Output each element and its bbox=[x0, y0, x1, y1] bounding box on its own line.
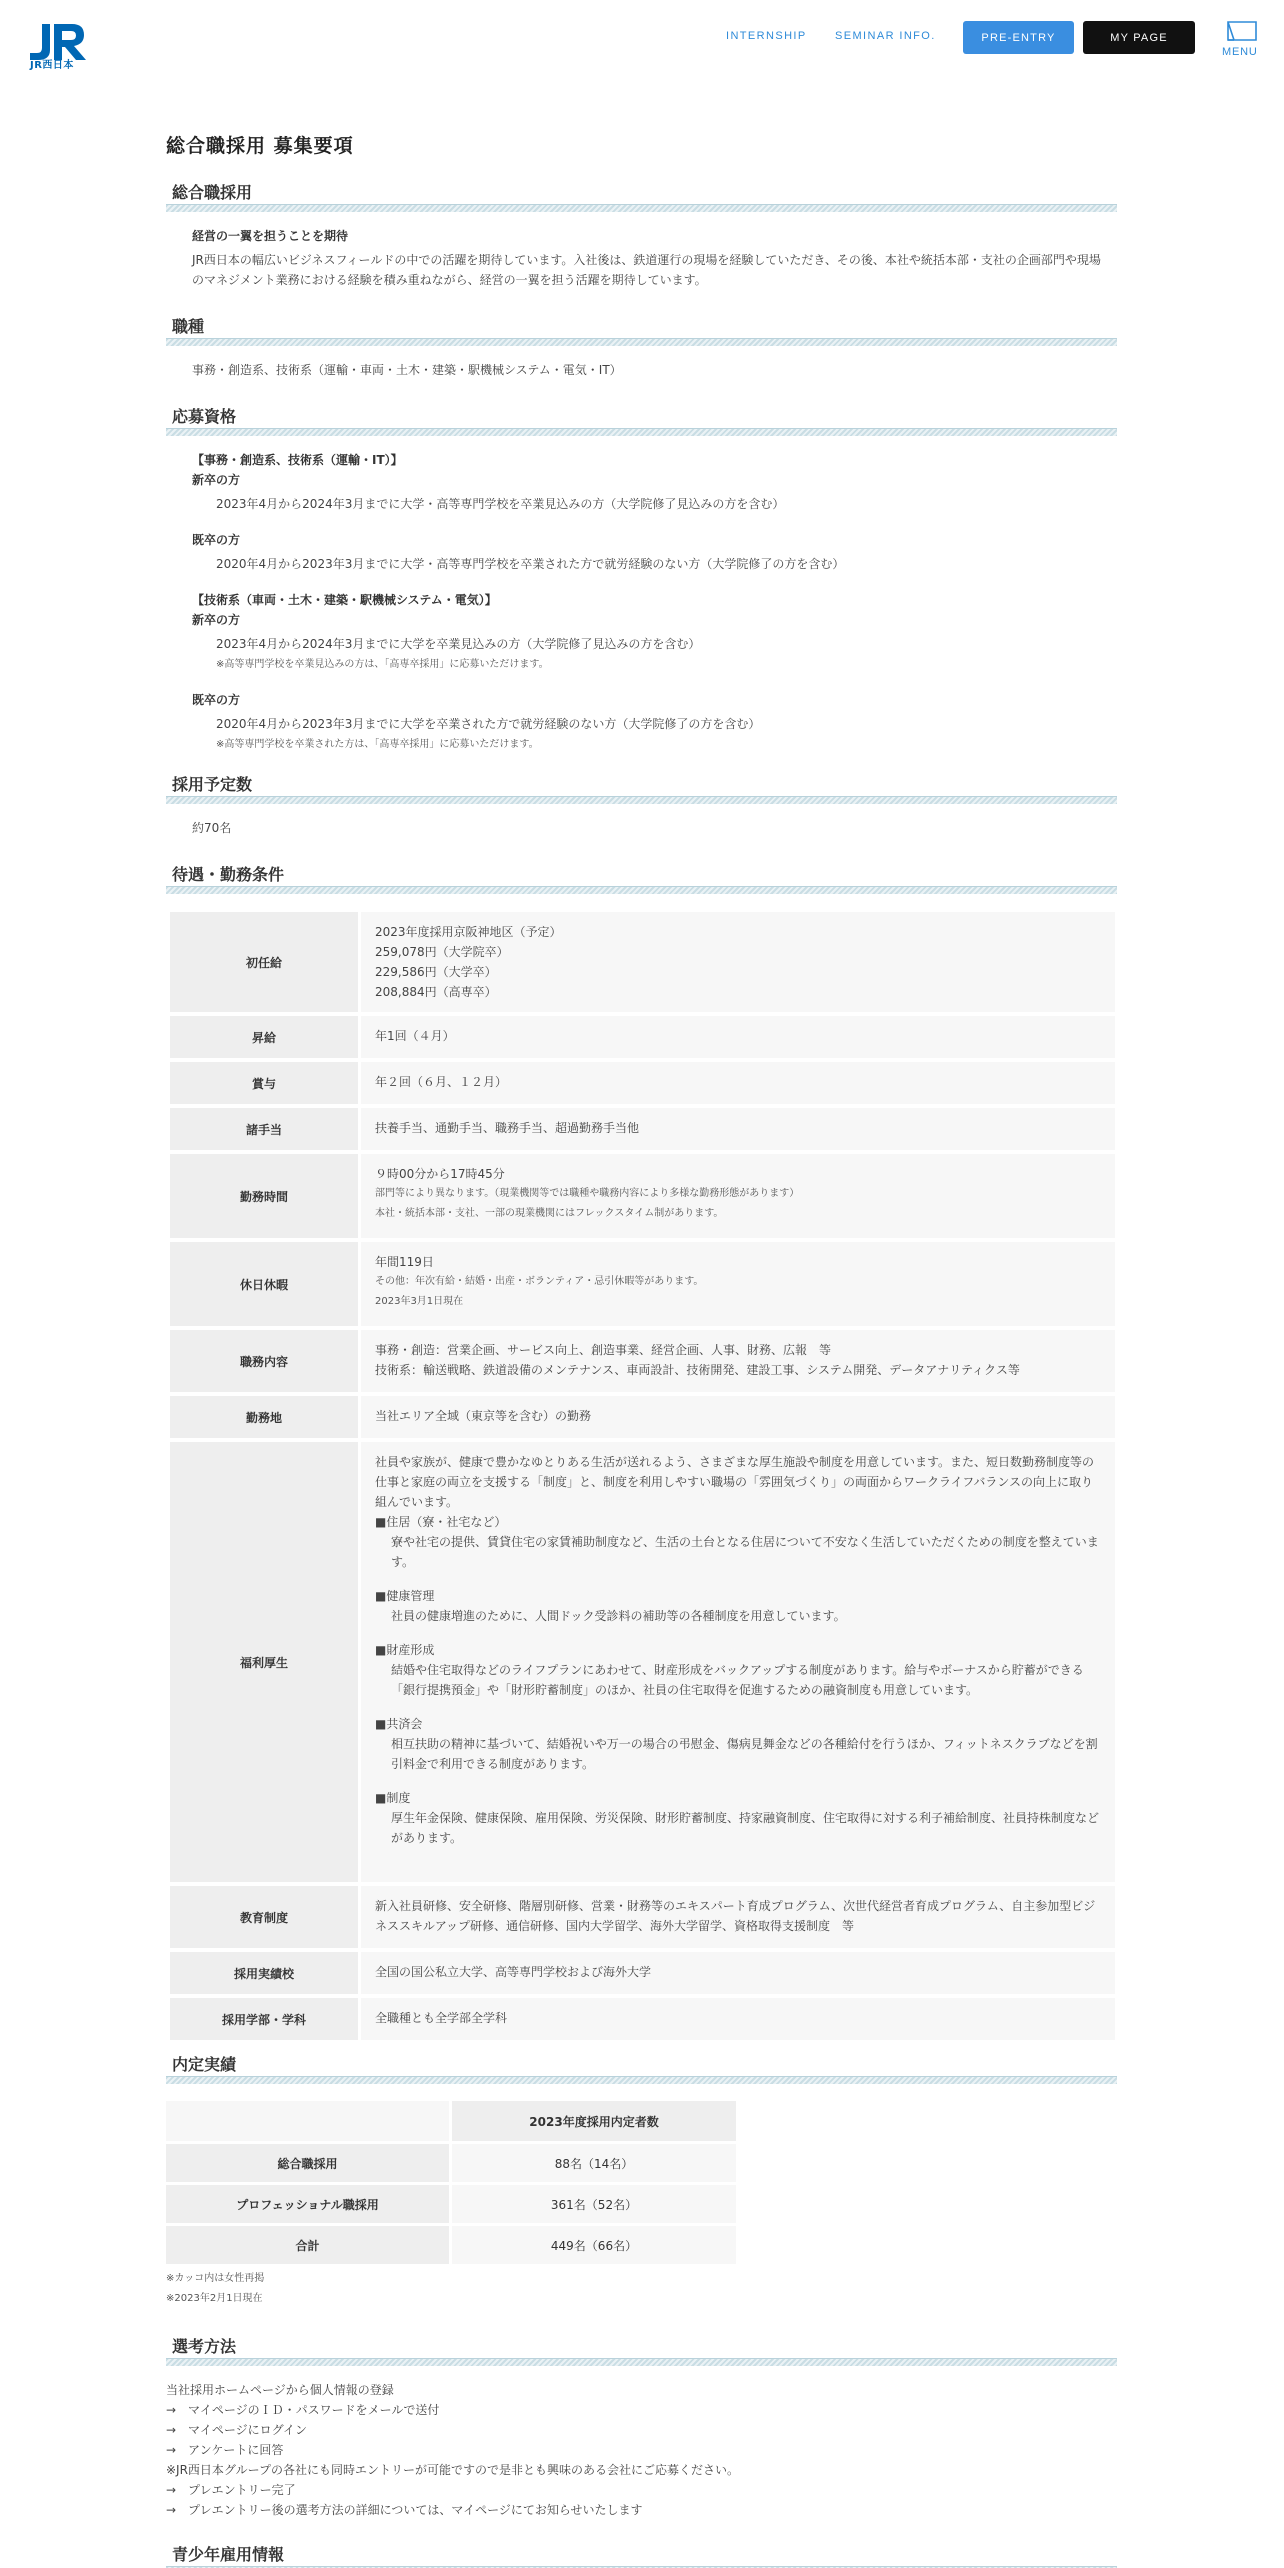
row-value bbox=[361, 1886, 1115, 1948]
table-row bbox=[170, 1998, 1115, 2040]
qualification-text: 2020年4月から2023年3月までに大学を卒業された方で就労経験のない方（大学院修了の方を含む） bbox=[216, 717, 761, 731]
row-value bbox=[361, 1242, 1115, 1326]
row-header: 諸手当 bbox=[170, 1108, 358, 1150]
cell-line: 年２回（６月、１２月） bbox=[375, 1075, 508, 1089]
row-header: 教育制度 bbox=[170, 1886, 358, 1948]
row-value bbox=[361, 1062, 1115, 1104]
cell-line: 結婚や住宅取得などのライフプランにあわせて、財産形成をバックアップする制度があります。給与やボーナスから貯蓄ができる bbox=[391, 1663, 1084, 1677]
cell-line: 事務・創造：営業企画、サービス向上、創造事業、経営企画、人事、財務、広報 等 bbox=[375, 1343, 832, 1357]
selection-note: ※JR西日本グループの各社にも同時エントリーが可能ですので是非とも興味のある会社にご応募ください。 bbox=[166, 2463, 739, 2477]
cell-line: 厚生年金保険、健康保険、雇用保険、労災保険、財形貯蓄制度、持家融資制度、住宅取得に対する利子補給制度、社員持株制度など bbox=[391, 1811, 1100, 1825]
row-header: 賞与 bbox=[170, 1062, 358, 1104]
section-heading-youth-employment bbox=[166, 2542, 1117, 2568]
table-row bbox=[170, 912, 1115, 1012]
section-body-line: JR西日本の幅広いビジネスフィールドの中での活躍を期待しています。入社後は、鉄道運行の現場を経験していただき、その後、本社や統括本部・支社の企画部門や現場 bbox=[192, 253, 1101, 267]
qualification-subtitle: 新卒の方 bbox=[192, 613, 241, 627]
section-body-line: のマネジメント業務における経験を積み重ねながら、経営の一翼を担う活躍を期待しています。 bbox=[192, 273, 707, 287]
my-page-button[interactable]: MY PAGE bbox=[1083, 21, 1195, 54]
section-underline bbox=[166, 428, 1117, 436]
table-corner-cell bbox=[166, 2101, 449, 2141]
table-row bbox=[170, 1330, 1115, 1392]
section-title: 応募資格 bbox=[172, 407, 237, 426]
row-header: 総合職採用 bbox=[166, 2144, 449, 2182]
cell-line: 社員の健康増進のために、人間ドック受診料の補助等の各種制度を用意しています。 bbox=[391, 1609, 846, 1623]
pre-entry-button[interactable]: PRE-ENTRY bbox=[963, 21, 1074, 54]
selection-step: → アンケートに回答 bbox=[166, 2443, 284, 2457]
cell-line: 技術系：輸送戦略、鉄道設備のメンテナンス、車両設計、技術開発、建設工事、システム開発、データアナリティクス等 bbox=[375, 1363, 1020, 1377]
cell-subheading: ■健康管理 bbox=[375, 1589, 435, 1603]
cell-line: 208,884円（高専卒） bbox=[375, 985, 497, 999]
cell-note: 2023年3月1日現在 bbox=[375, 1296, 464, 1307]
selection-step: 当社採用ホームページから個人情報の登録 bbox=[166, 2383, 394, 2397]
row-header: 勤務時間 bbox=[170, 1154, 358, 1238]
row-header: プロフェッショナル職採用 bbox=[166, 2185, 449, 2223]
row-header: 採用実績校 bbox=[170, 1952, 358, 1994]
section-title: 内定実績 bbox=[172, 2055, 237, 2074]
cell-line: 「銀行提携預金」や「財形貯蓄制度」のほか、社員の住宅取得を促進するための融資制度も用意しています。 bbox=[391, 1683, 979, 1697]
qualification-group-title: 【技術系（車両・土木・建築・駅機械システム・電気）】 bbox=[192, 593, 497, 607]
cell-line: 新入社員研修、安全研修、階層別研修、営業・財務等のエキスパート育成プログラム、次世代経営者育成プログラム、自主参加型ビジ bbox=[375, 1899, 1096, 1913]
table-row bbox=[170, 1062, 1115, 1104]
cell-spacer bbox=[375, 1700, 1101, 1714]
section-underline bbox=[166, 338, 1117, 346]
row-value bbox=[361, 1016, 1115, 1058]
row-value bbox=[361, 1998, 1115, 2040]
row-value: 361名（52名） bbox=[452, 2185, 736, 2223]
menu-label[interactable]: MENU bbox=[1222, 46, 1258, 58]
row-value: 449名（66名） bbox=[452, 2226, 736, 2264]
qualification-group-title: 【事務・創造系、技術系（運輸・IT）】 bbox=[192, 453, 403, 467]
row-header: 福利厚生 bbox=[170, 1442, 358, 1882]
row-value bbox=[361, 1952, 1115, 1994]
section-underline bbox=[166, 886, 1117, 894]
section-heading-planned-hires bbox=[166, 772, 1117, 798]
section-title: 総合職採用 bbox=[172, 183, 253, 202]
row-header: 職務内容 bbox=[170, 1330, 358, 1392]
selection-step: → プレエントリー完了 bbox=[166, 2483, 296, 2497]
nav-seminar-link[interactable]: SEMINAR INFO. bbox=[835, 30, 936, 42]
qualification-note: ※高等専門学校を卒業見込みの方は、「高専卒採用」に応募いただけます。 bbox=[216, 659, 549, 670]
cell-line: 当社エリア全域（東京等を含む）の勤務 bbox=[375, 1409, 592, 1423]
section-title: 青少年雇用情報 bbox=[172, 2545, 285, 2564]
table-row bbox=[170, 1108, 1115, 1150]
section-underline bbox=[166, 796, 1117, 804]
cell-spacer bbox=[375, 1774, 1101, 1788]
row-header: 合計 bbox=[166, 2226, 449, 2264]
section-heading-selection bbox=[166, 2334, 1117, 2360]
column-header: 2023年度採用内定者数 bbox=[452, 2101, 736, 2141]
cell-line: 259,078円（大学院卒） bbox=[375, 945, 509, 959]
job-type-text: 事務・創造系、技術系（運輸・車両・土木・建築・駅機械システム・電気・IT） bbox=[192, 363, 622, 377]
section-underline bbox=[166, 204, 1117, 212]
section-heading-general bbox=[166, 180, 1117, 206]
qualification-subtitle: 既卒の方 bbox=[192, 533, 241, 547]
cell-line: 年間119日 bbox=[375, 1255, 434, 1269]
section-title: 採用予定数 bbox=[172, 775, 253, 794]
cell-note: 本社・統括本部・支社、一部の現業機関にはフレックスタイム制があります。 bbox=[375, 1208, 724, 1219]
table-row bbox=[170, 1886, 1115, 1948]
cell-line: 扶養手当、通勤手当、職務手当、超過勤務手当他 bbox=[375, 1121, 640, 1135]
cell-line: 引料金で利用できる制度があります。 bbox=[391, 1757, 595, 1771]
section-underline bbox=[166, 2358, 1117, 2366]
table-row bbox=[170, 1952, 1115, 1994]
row-header: 休日休暇 bbox=[170, 1242, 358, 1326]
cell-line: があります。 bbox=[391, 1831, 463, 1845]
cell-line: ９時00分から17時45分 bbox=[375, 1167, 505, 1181]
planned-hires-text: 約70名 bbox=[192, 821, 232, 835]
row-header: 採用学部・学科 bbox=[170, 1998, 358, 2040]
cell-line: 229,586円（大学卒） bbox=[375, 965, 497, 979]
row-value: 88名（14名） bbox=[452, 2144, 736, 2182]
nav-internship-link[interactable]: INTERNSHIP bbox=[726, 30, 807, 42]
table-row bbox=[170, 1442, 1115, 1882]
cell-subheading: ■財産形成 bbox=[375, 1643, 435, 1657]
section-heading-conditions bbox=[166, 862, 1117, 888]
logo-caption: JR西日本 bbox=[30, 60, 74, 71]
section-title: 職種 bbox=[172, 317, 205, 336]
cell-note: その他：年次有給・結婚・出産・ボランティア・忌引休暇等があります。 bbox=[375, 1276, 704, 1287]
qualification-text: 2020年4月から2023年3月までに大学・高等専門学校を卒業された方で就労経験のない方（大学院修了の方を含む） bbox=[216, 557, 845, 571]
section-heading-job-type bbox=[166, 314, 1117, 340]
page-title: 総合職採用 募集要項 bbox=[166, 135, 354, 157]
cell-line: 2023年度採用京阪神地区（予定） bbox=[375, 925, 562, 939]
cell-line: 全職種とも全学部全学科 bbox=[375, 2011, 508, 2025]
cell-line: 組んでいます。 bbox=[375, 1495, 459, 1509]
table-row bbox=[170, 1154, 1115, 1238]
row-header: 勤務地 bbox=[170, 1396, 358, 1438]
row-value bbox=[361, 1154, 1115, 1238]
section-heading-qualification bbox=[166, 404, 1117, 430]
section-underline bbox=[166, 2076, 1117, 2084]
table-row bbox=[170, 1242, 1115, 1326]
row-value bbox=[361, 1442, 1115, 1882]
table-row bbox=[170, 1016, 1115, 1058]
qualification-text: 2023年4月から2024年3月までに大学を卒業見込みの方（大学院修了見込みの方を含む） bbox=[216, 637, 701, 651]
cell-subheading: ■共済会 bbox=[375, 1717, 423, 1731]
cell-line: 全国の国公私立大学、高等専門学校および海外大学 bbox=[375, 1965, 652, 1979]
cell-line: 相互扶助の精神に基づいて、結婚祝いや万一の場合の弔慰金、傷病見舞金などの各種給付を行うほか、フィットネスクラブなどを割 bbox=[391, 1737, 1098, 1751]
row-value bbox=[361, 912, 1115, 1012]
row-header: 昇給 bbox=[170, 1016, 358, 1058]
cell-line: 社員や家族が、健康で豊かなゆとりある生活が送れるよう、さまざまな厚生施設や制度を用意しています。また、短日数勤務制度等の bbox=[375, 1455, 1095, 1469]
qualification-note: ※高等専門学校を卒業された方は、「高専卒採用」に応募いただけます。 bbox=[216, 739, 539, 750]
selection-step: → マイページにログイン bbox=[166, 2423, 307, 2437]
section-title: 選考方法 bbox=[172, 2337, 237, 2356]
qualification-subtitle: 既卒の方 bbox=[192, 693, 241, 707]
section-title: 待遇・勤務条件 bbox=[172, 865, 285, 884]
cell-line: す。 bbox=[391, 1555, 415, 1569]
qualification-text: 2023年4月から2024年3月までに大学・高等専門学校を卒業見込みの方（大学院修了見込みの方を含む） bbox=[216, 497, 785, 511]
section-lead: 経営の一翼を担うことを期待 bbox=[192, 229, 349, 243]
row-value bbox=[361, 1330, 1115, 1392]
cell-subheading: ■住居（寮・社宅など） bbox=[375, 1515, 507, 1529]
offers-note: ※2023年2月1日現在 bbox=[166, 2293, 263, 2304]
cell-line: ネススキルアップ研修、通信研修、国内大学留学、海外大学留学、資格取得支援制度 等 bbox=[375, 1919, 855, 1933]
cell-line: 寮や社宅の提供、賃貸住宅の家賃補助制度など、生活の土台となる住居について不安なく生活していただくための制度を整えていま bbox=[391, 1535, 1099, 1549]
row-value bbox=[361, 1396, 1115, 1438]
qualification-subtitle: 新卒の方 bbox=[192, 473, 241, 487]
cell-line: 仕事と家庭の両立を支援する「制度」と、制度を利用しやすい職場の「雰囲気づくり」の両面からワークライフバランスの向上に取り bbox=[375, 1475, 1093, 1489]
selection-step: → マイページのＩＤ・パスワードをメールで送付 bbox=[166, 2403, 440, 2417]
cell-line: 年1回（４月） bbox=[375, 1029, 455, 1043]
cell-spacer bbox=[375, 1626, 1101, 1640]
cell-note: 部門等により異なります。（現業機関等では職種や職務内容により多様な勤務形態があります） bbox=[375, 1188, 800, 1199]
row-value bbox=[361, 1108, 1115, 1150]
site-header bbox=[0, 0, 1284, 75]
table-row bbox=[170, 1396, 1115, 1438]
cell-spacer bbox=[375, 1572, 1101, 1586]
selection-step: → プレエントリー後の選考方法の詳細については、マイページにてお知らせいたします bbox=[166, 2503, 643, 2517]
cell-subheading: ■制度 bbox=[375, 1791, 411, 1805]
section-heading-offers bbox=[166, 2052, 1117, 2078]
offers-note: ※カッコ内は女性再掲 bbox=[166, 2273, 265, 2284]
row-header: 初任給 bbox=[170, 912, 358, 1012]
